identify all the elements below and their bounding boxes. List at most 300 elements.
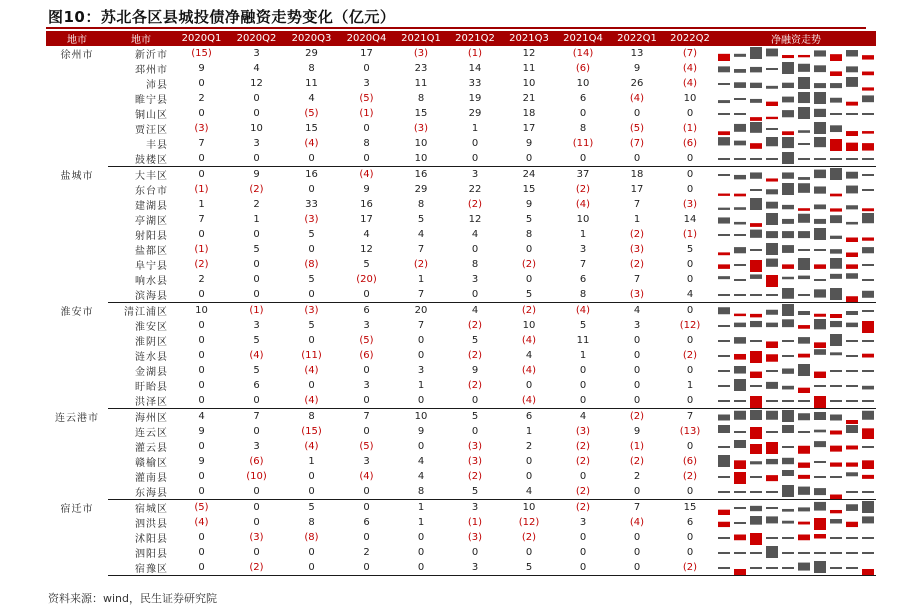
trend-bar	[798, 364, 810, 376]
value-cell: 0	[579, 108, 587, 119]
value-cell: (2)	[467, 380, 483, 391]
value-cell: 0	[308, 244, 315, 255]
value-cell: 14	[468, 63, 482, 74]
value-cell: (14)	[572, 48, 594, 59]
value-cell: (2)	[556, 484, 610, 500]
county-cell: 建湖县	[135, 201, 168, 212]
trend-bar	[750, 229, 762, 237]
trend-cell	[716, 76, 876, 91]
value-cell: 12	[360, 244, 373, 255]
trend-bar	[782, 410, 794, 422]
value-cell: 5	[308, 502, 315, 513]
trend-bar	[750, 533, 762, 545]
trend-bar	[798, 231, 810, 238]
value-cell: 0	[229, 484, 284, 500]
trend-bar	[798, 387, 810, 392]
value-cell: 3	[363, 456, 370, 467]
value-cell: 33	[468, 78, 482, 89]
trend-bar	[846, 296, 858, 302]
table-row	[46, 484, 876, 500]
trend-bar	[798, 474, 810, 478]
trend-bar	[782, 204, 794, 208]
trend-sparkline	[716, 319, 876, 333]
trend-bar	[830, 258, 842, 269]
trend-cell	[716, 287, 876, 303]
trend-bar	[830, 462, 842, 466]
trend-bar	[798, 445, 810, 453]
trend-bar	[718, 400, 730, 402]
trend-bar	[766, 189, 778, 194]
value-cell: 3	[253, 441, 260, 452]
county-cell: 东台市	[135, 186, 168, 197]
trend-bar	[734, 552, 746, 554]
value-cell: 8	[471, 259, 479, 270]
trend-bar	[750, 340, 762, 342]
trend-bar	[814, 122, 826, 134]
trend-cell	[716, 91, 876, 106]
trend-bar	[782, 485, 794, 497]
trend-bar	[798, 337, 810, 344]
value-cell: 0	[417, 350, 425, 361]
value-cell: 7	[579, 259, 587, 270]
value-cell: 4	[363, 229, 370, 240]
trend-cell	[716, 61, 876, 76]
trend-bar	[718, 521, 730, 526]
trend-cell	[716, 454, 876, 469]
trend-bar	[830, 445, 842, 451]
table-row	[46, 61, 876, 76]
value-cell: 0	[174, 151, 229, 167]
trend-bar	[814, 429, 826, 432]
trend-bar	[718, 234, 730, 236]
trend-bar	[830, 208, 842, 211]
trend-bar	[750, 274, 762, 279]
value-cell: 0	[686, 532, 694, 543]
value-cell: 5	[579, 320, 587, 331]
trend-bar	[718, 66, 730, 72]
value-cell: 2	[525, 441, 533, 452]
trend-bar	[814, 349, 826, 355]
value-cell: 11	[576, 335, 590, 346]
trend-bar	[782, 355, 794, 357]
value-cell: 8	[394, 484, 448, 500]
trend-bar	[846, 264, 858, 269]
value-cell: 4	[417, 471, 425, 482]
trend-bar	[718, 370, 730, 372]
trend-cell	[716, 227, 876, 242]
trend-bar	[862, 264, 874, 266]
trend-bar	[734, 234, 746, 236]
county-cell: 铜山区	[135, 110, 168, 121]
trend-bar	[814, 137, 826, 147]
value-cell: 0	[339, 287, 394, 303]
trend-bar	[846, 491, 858, 493]
value-cell: 0	[363, 502, 370, 513]
trend-bar	[750, 313, 762, 317]
value-cell: (3)	[304, 305, 319, 316]
trend-bar	[798, 552, 810, 554]
trend-bar	[782, 319, 794, 327]
value-cell: (4)	[682, 78, 698, 89]
trend-bar	[718, 174, 730, 176]
value-cell: 5	[502, 287, 556, 303]
value-cell: (3)	[467, 456, 483, 467]
trend-bar	[846, 113, 858, 115]
trend-cell	[716, 439, 876, 454]
trend-bar	[846, 142, 858, 150]
value-cell: 0	[610, 151, 664, 167]
net-financing-table	[46, 31, 876, 576]
trend-bar	[734, 534, 746, 540]
value-cell: 5	[253, 244, 260, 255]
county-cell: 海州区	[135, 413, 168, 424]
trend-bar	[846, 462, 858, 466]
trend-bar	[830, 273, 842, 278]
value-cell: 9	[525, 199, 533, 210]
trend-bar	[782, 96, 794, 102]
value-cell: 16	[305, 169, 318, 180]
trend-bar	[734, 174, 746, 178]
value-cell: (4)	[629, 517, 645, 528]
trend-bar	[750, 117, 762, 121]
trend-bar	[830, 567, 842, 569]
county-cell: 宿豫区	[108, 560, 174, 576]
value-cell: (12)	[518, 517, 540, 528]
value-cell: 5	[502, 560, 556, 576]
table-row	[46, 91, 876, 106]
trend-bar	[846, 425, 858, 433]
table-row	[46, 242, 876, 257]
trend-bar	[862, 340, 874, 342]
trend-bar	[718, 307, 730, 314]
trend-cell	[716, 182, 876, 197]
trend-bar	[846, 370, 858, 372]
value-cell: 9	[633, 63, 641, 74]
trend-bar	[718, 100, 730, 103]
trend-bar	[830, 430, 842, 434]
trend-bar	[830, 400, 842, 402]
trend-sparkline	[716, 168, 876, 182]
trend-bar	[718, 567, 730, 569]
county-cell: 睢宁县	[135, 95, 168, 106]
value-cell: 0	[633, 532, 641, 543]
value-cell: 15	[522, 184, 536, 195]
value-cell: 13	[630, 48, 644, 59]
value-cell: (6)	[682, 456, 698, 467]
value-cell: 10	[522, 320, 536, 331]
value-cell: 8	[308, 517, 315, 528]
value-cell: 2	[198, 274, 205, 285]
trend-bar	[734, 507, 746, 509]
value-cell: (5)	[304, 108, 319, 119]
trend-bar	[862, 237, 874, 240]
trend-bar	[750, 371, 762, 377]
trend-bar	[798, 275, 810, 279]
county-cell: 赣榆区	[135, 458, 168, 469]
county-cell: 灌云县	[135, 443, 168, 454]
county-cell: 清江浦区	[124, 307, 168, 318]
county-cell: 泗阳县	[135, 549, 168, 560]
trend-bar	[846, 273, 858, 279]
value-cell: (5)	[359, 93, 374, 104]
trend-bar	[750, 427, 762, 439]
trend-bar	[798, 143, 810, 145]
trend-bar	[734, 247, 746, 253]
trend-bar	[862, 400, 874, 402]
trend-bar	[830, 552, 842, 554]
value-cell: (4)	[359, 471, 374, 482]
value-cell: 0	[525, 244, 533, 255]
trend-bar	[846, 385, 858, 387]
trend-bar	[734, 98, 746, 100]
value-cell: 0	[284, 151, 339, 167]
trend-bar	[782, 245, 794, 253]
value-cell: 0	[284, 287, 339, 303]
value-cell: (2)	[575, 184, 591, 195]
value-cell: 17	[360, 214, 373, 225]
trend-bar	[782, 425, 794, 433]
trend-bar	[814, 228, 826, 240]
value-cell: 0	[363, 123, 370, 134]
trend-bar	[718, 53, 730, 60]
value-cell: 3	[253, 138, 260, 149]
column-header: 2021Q4	[556, 31, 610, 46]
trend-bar	[766, 458, 778, 463]
value-cell: 0	[525, 456, 533, 467]
county-cell: 滨海县	[108, 287, 174, 303]
value-cell: 11	[522, 63, 536, 74]
value-cell: 0	[339, 393, 394, 409]
trend-bar	[750, 122, 762, 133]
value-cell: 3	[633, 320, 641, 331]
value-cell: (7)	[629, 138, 645, 149]
value-cell: (1)	[467, 517, 483, 528]
county-cell: 鼓楼区	[108, 151, 174, 167]
value-cell: 17	[630, 184, 644, 195]
trend-bar	[814, 83, 826, 88]
trend-sparkline	[716, 485, 876, 499]
trend-sparkline	[716, 425, 876, 439]
value-cell: 0	[229, 287, 284, 303]
trend-bar	[718, 491, 730, 493]
trend-bar	[846, 322, 858, 327]
value-cell: (13)	[679, 426, 701, 437]
city-cell: 连云港市	[55, 412, 99, 424]
value-cell: 0	[253, 547, 260, 558]
value-cell: 0	[417, 335, 425, 346]
table-row	[46, 212, 876, 227]
trend-cell	[716, 500, 876, 516]
value-cell: 2	[253, 199, 260, 210]
value-cell: 14	[683, 214, 697, 225]
trend-bar	[814, 169, 826, 177]
value-cell: 0	[253, 93, 260, 104]
trend-bar	[830, 139, 842, 151]
trend-bar	[718, 252, 730, 255]
value-cell: 0	[198, 365, 205, 376]
value-cell: 29	[305, 48, 318, 59]
trend-cell	[716, 378, 876, 393]
value-cell: 4	[525, 350, 533, 361]
trend-sparkline	[716, 334, 876, 348]
value-cell: 0	[471, 244, 479, 255]
trend-bar	[830, 193, 842, 196]
trend-bar	[766, 546, 778, 558]
trend-bar	[862, 552, 874, 554]
trend-bar	[830, 314, 842, 318]
value-cell: (8)	[304, 259, 319, 270]
value-cell: 8	[417, 93, 425, 104]
value-cell: 0	[284, 484, 339, 500]
trend-bar	[814, 65, 826, 72]
value-cell: 0	[417, 547, 425, 558]
value-cell: 10	[576, 78, 590, 89]
trend-bar	[846, 221, 858, 224]
trend-bar	[782, 218, 794, 223]
value-cell: 1	[525, 426, 533, 437]
trend-bar	[782, 82, 794, 87]
trend-bar	[846, 131, 858, 136]
value-cell: 0	[174, 393, 229, 409]
trend-bar	[862, 501, 874, 513]
table-row	[46, 76, 876, 91]
trend-bar	[782, 231, 794, 238]
trend-cell	[716, 424, 876, 439]
value-cell: 0	[686, 305, 694, 316]
table-row	[46, 318, 876, 333]
county-cell: 泗洪县	[135, 519, 168, 530]
trend-bar	[798, 107, 810, 119]
trend-bar	[766, 309, 778, 314]
trend-bar	[750, 505, 762, 510]
trend-bar	[734, 491, 746, 493]
value-cell: 0	[394, 393, 448, 409]
trend-bar	[846, 521, 858, 526]
trend-sparkline	[716, 546, 876, 560]
value-cell: 1	[417, 380, 425, 391]
value-cell: (4)	[575, 305, 591, 316]
value-cell: 0	[579, 380, 587, 391]
trend-bar	[734, 82, 746, 88]
value-cell: (2)	[467, 471, 483, 482]
trend-bar	[734, 460, 746, 469]
trend-bar	[718, 340, 730, 342]
value-cell: 0	[363, 426, 370, 437]
value-cell: (2)	[249, 184, 264, 195]
trend-bar	[750, 223, 762, 227]
trend-bar	[830, 370, 842, 372]
value-cell: 1	[308, 456, 315, 467]
value-cell: 0	[579, 471, 587, 482]
county-cell: 大丰区	[135, 171, 168, 182]
trend-bar	[734, 53, 746, 56]
value-cell: (12)	[679, 320, 701, 331]
value-cell: 0	[198, 78, 205, 89]
source-note: 资料来源：wind，民生证券研究院	[48, 592, 218, 605]
county-cell: 金湖县	[135, 367, 168, 378]
trend-bar	[830, 168, 842, 180]
table-row	[46, 333, 876, 348]
value-cell: (2)	[629, 259, 645, 270]
value-cell: 15	[305, 123, 318, 134]
value-cell: 0	[198, 320, 205, 331]
value-cell: 6	[525, 411, 533, 422]
trend-bar	[750, 567, 762, 569]
county-cell: 灌南县	[135, 473, 168, 484]
trend-bar	[862, 310, 874, 312]
trend-bar	[814, 186, 826, 193]
trend-bar	[862, 208, 874, 211]
table-row	[46, 151, 876, 167]
value-cell: 15	[683, 502, 697, 513]
table-row	[46, 303, 876, 319]
trend-bar	[846, 77, 858, 87]
column-header: 2021Q3	[502, 31, 556, 46]
table-row	[46, 287, 876, 303]
value-cell: 0	[686, 169, 694, 180]
value-cell: (1)	[194, 184, 209, 195]
value-cell: 3	[417, 365, 425, 376]
value-cell: 0	[633, 108, 641, 119]
trend-bar	[798, 325, 810, 329]
trend-bar	[830, 249, 842, 254]
trend-bar	[718, 414, 730, 420]
value-cell: 0	[253, 426, 260, 437]
value-cell: 0	[284, 560, 339, 576]
value-cell: (3)	[575, 426, 591, 437]
value-cell: 0	[610, 484, 664, 500]
value-cell: 9	[198, 63, 205, 74]
trend-bar	[750, 172, 762, 178]
value-cell: 4	[664, 287, 716, 303]
trend-bar	[718, 193, 730, 195]
value-cell: (7)	[682, 48, 698, 59]
value-cell: (4)	[575, 199, 591, 210]
trend-bar	[766, 410, 778, 419]
value-cell: (11)	[301, 350, 322, 361]
trend-cell	[716, 484, 876, 500]
value-cell: 10	[250, 123, 263, 134]
value-cell: (5)	[194, 502, 209, 513]
city-cell: 宿迁市	[60, 503, 94, 515]
trend-cell	[716, 151, 876, 167]
column-header: 2020Q1	[174, 31, 229, 46]
value-cell: (3)	[467, 441, 483, 452]
value-cell: 0	[448, 287, 502, 303]
trend-bar	[718, 552, 730, 554]
value-cell: 3	[448, 560, 502, 576]
trend-bar	[862, 428, 874, 439]
value-cell: 0	[664, 484, 716, 500]
trend-cell	[716, 393, 876, 409]
value-cell: 5	[525, 214, 533, 225]
table-row	[46, 197, 876, 212]
county-cell: 淮阴区	[135, 337, 168, 348]
trend-bar	[846, 101, 858, 105]
trend-bar	[862, 569, 874, 575]
value-cell: (2)	[664, 560, 716, 576]
value-cell: 22	[468, 184, 482, 195]
trend-sparkline	[716, 561, 876, 575]
value-cell: 11	[414, 78, 428, 89]
trend-bar	[862, 537, 874, 539]
trend-bar	[830, 476, 842, 478]
value-cell: (3)	[304, 214, 319, 225]
value-cell: 0	[308, 184, 315, 195]
trend-bar	[782, 110, 794, 117]
trend-bar	[862, 516, 874, 523]
value-cell: (2)	[521, 305, 537, 316]
